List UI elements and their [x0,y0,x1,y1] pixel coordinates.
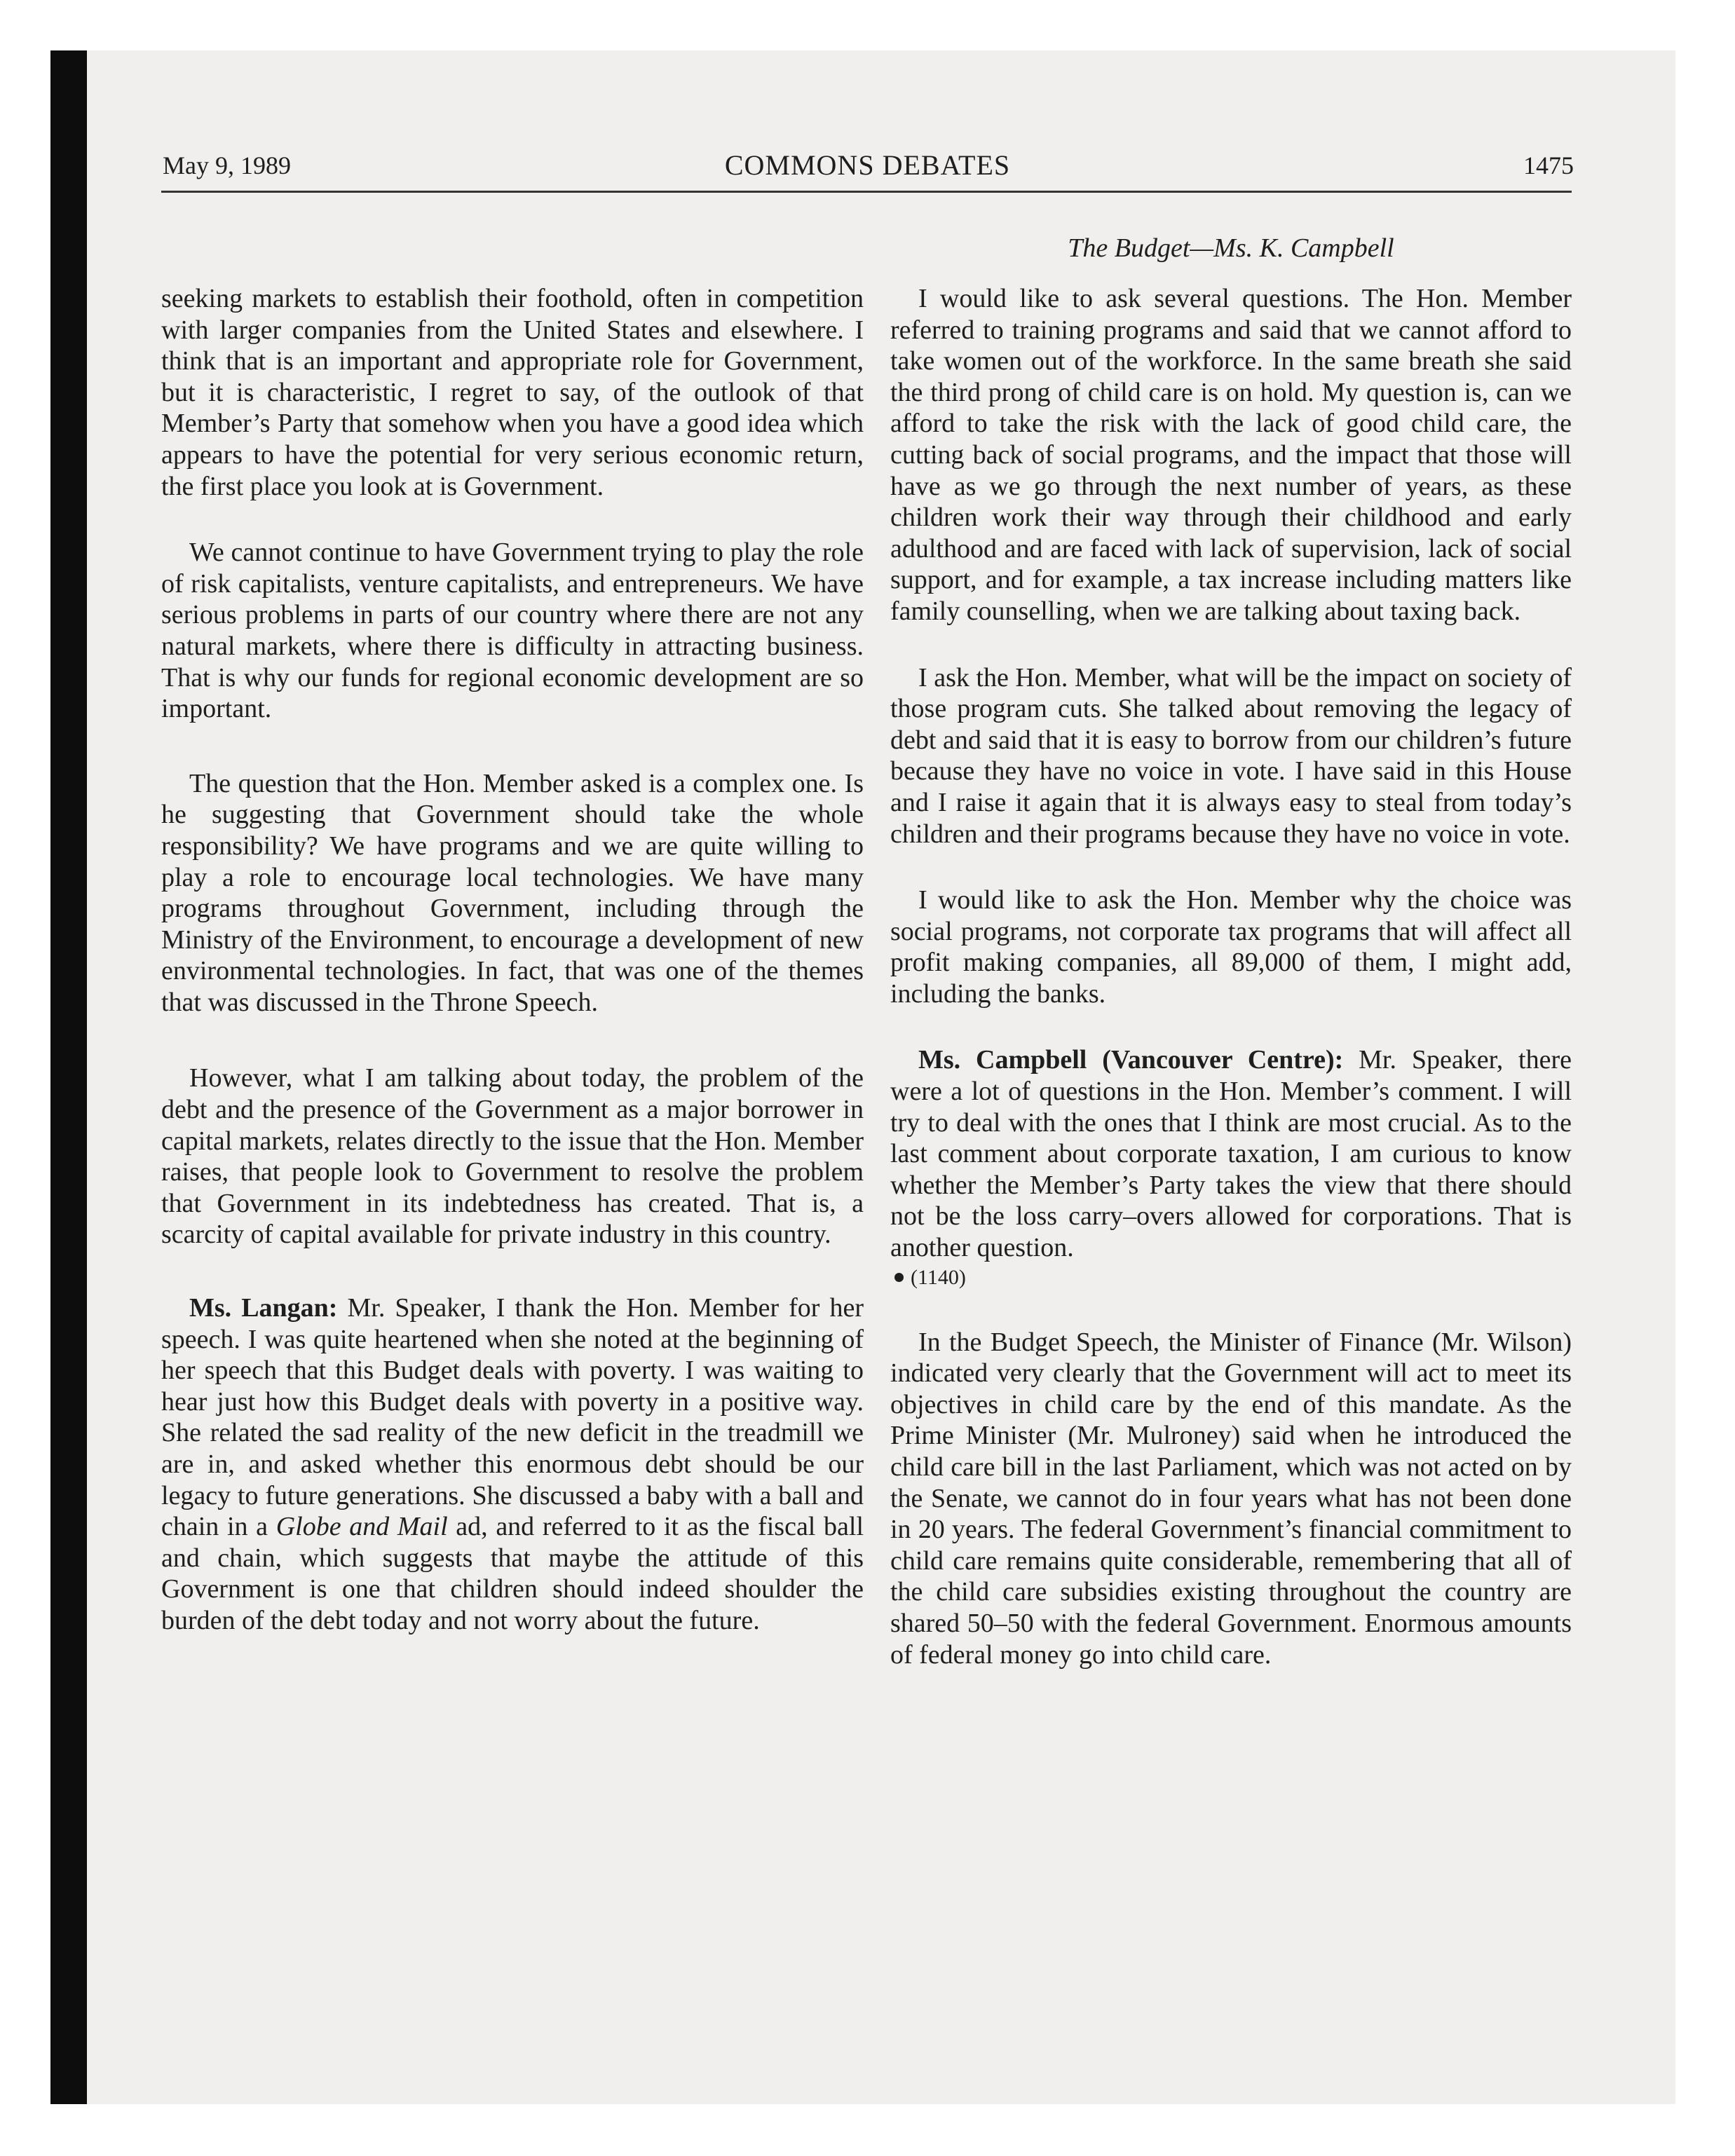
paragraph-langan [161,1292,864,1637]
speech-text: Mr. Speaker, there were a lot of questions in the Hon. Member’s comment. I will try to deal with the ones that I think are most crucial. As to the last comment about corporate taxation, I am curious to know whether the Member’s Party takes the view that there should not be the loss carry–overs allowed for corporations. That is another question. [890,1045,1572,1263]
right-column [890,283,1572,1670]
time-marker [890,1264,1572,1292]
header-rule [161,191,1572,193]
header-page-number: 1475 [1523,151,1574,179]
header-title: COMMONS DEBATES [724,149,1011,181]
header-date: May 9, 1989 [163,151,291,179]
speech-text: ad, and referred to it as the fiscal ball and chain, which suggests that maybe the attitude of this Government is one that children should indeed shoulder the burden of the debt today and not worry about the future. [161,1512,864,1635]
publication-title: Globe and Mail [275,1512,448,1542]
paragraph: seeking markets to establish their foothold, often in competition with larger companies from the United States and elsewhere. I think that is an important and appropriate role for Government, but it is characteristic, I regret to say, of the outlook of that Member’s Party that somehow when you have a good idea which appears to have the potential for very serious economic return, the first place you look at is Government. [161,284,864,501]
bullet-icon [894,1273,904,1282]
time-marker-text: (1140) [911,1265,966,1289]
paragraph: In the Budget Speech, the Minister of Finance (Mr. Wilson) indicated very clearly that the Government will act to meet its objectives in child care by the end of this mandate. As the Prime Minister (Mr. Mulroney) said when he introduced the child care bill in the last Parliament, which was not acted on by the Senate, we cannot do in four years what has not been done in 20 years. The federal Government’s financial commitment to child care remains quite considerable, remembering that all of the child care subsidies existing throughout the country are shared 50–50 with the federal Government. Enormous amounts of federal money go into child care. [890,1327,1572,1670]
speaker-name: Ms. Campbell (Vancouver Centre): [918,1045,1344,1075]
paragraph-campbell [890,1044,1572,1263]
running-head: The Budget—Ms. K. Campbell [1068,233,1394,263]
left-column [161,283,864,1637]
speaker-name: Ms. Langan: [189,1293,338,1323]
paragraph: I would like to ask several questions. The Hon. Member referred to training programs and said that we cannot afford to take women out of the workforce. In the same breath she said the third prong of child care is on hold. My question is, can we afford to take the risk with the lack of good child care, the cutting back of social programs, and the impact that those will have as we go through the next number of years, as these children work their way through their childhood and early adulthood and are faced with lack of supervision, lack of social support, and for example, a tax increase including matters like family counselling, when we are talking about taxing back. [890,284,1572,626]
paragraph: We cannot continue to have Government trying to play the role of risk capitalists, venture capitalists, and entrepreneurs. We have serious problems in parts of our country where there are not any natural markets, where there is difficulty in attracting business. That is why our funds for regional economic development are so important. [161,538,864,724]
paragraph: The question that the Hon. Member asked is a complex one. Is he suggesting that Government should take the whole responsibility? We have programs and we are quite willing to play a role to encourage local technologies. We have many programs throughout Government, including through the Ministry of the Environment, to encourage a development of new environmental technologies. In fact, that was one of the themes that was discussed in the Throne Speech. [161,768,864,1017]
paragraph: However, what I am talking about today, the problem of the debt and the presence of the Government as a major borrower in capital markets, relates directly to the issue that the Hon. Member raises, that people look to Government to resolve the problem that Government in its indebtedness has created. That is, a scarcity of capital available for private industry in this country. [161,1063,864,1250]
speech-text: Mr. Speaker, I thank the Hon. Member for her speech. I was quite heartened when she noted at the beginning of her speech that this Budget deals with poverty. I was waiting to hear just how this Budget deals with poverty in a positive way. She related the sad reality of the new deficit in the treadmill we are in, and asked whether this enormous debt should be our legacy to future generations. She discussed a baby with a ball and chain in a [161,1293,864,1542]
paragraph: I would like to ask the Hon. Member why the choice was social programs, not corporate tax programs that will affect all profit making companies, all 89,000 of them, I might add, including the banks. [890,885,1572,1009]
paragraph: I ask the Hon. Member, what will be the impact on society of those program cuts. She talked about removing the legacy of debt and said that it is easy to borrow from our children’s future because they have no voice in vote. I have said in this House and I raise it again that it is always easy to steal from today’s children and their programs because they have no voice in vote. [890,662,1572,849]
scan-edge-bar [50,50,87,2104]
